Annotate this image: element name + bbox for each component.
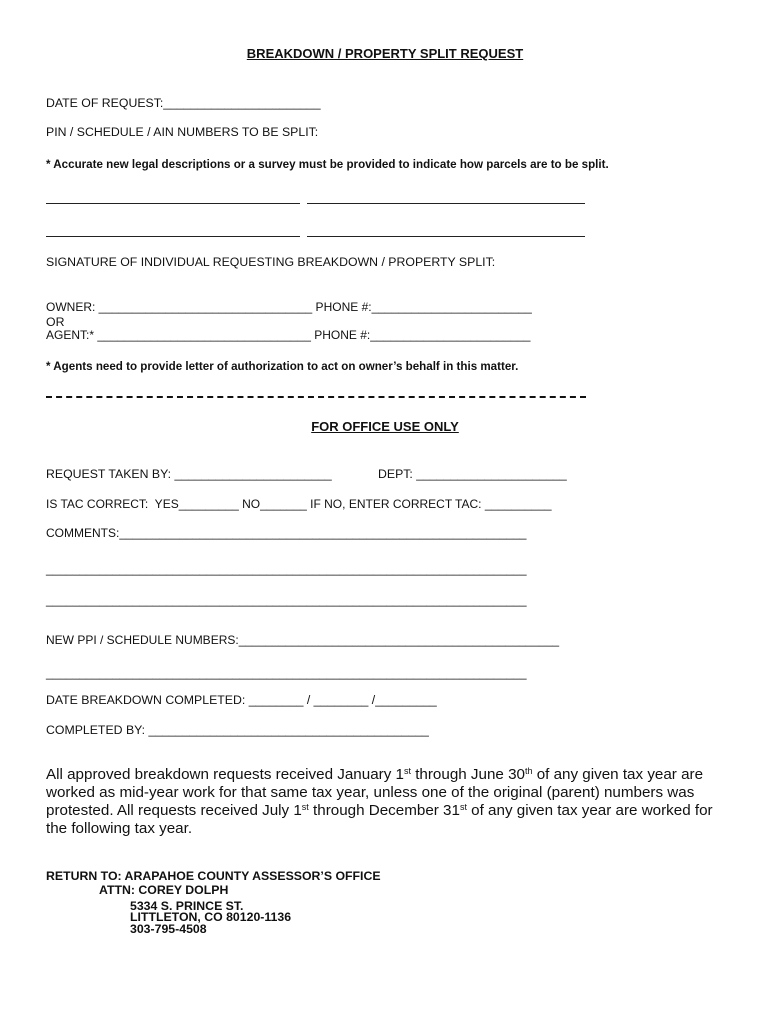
comments-line[interactable]: ________________________________________________________________________ [46,562,527,576]
comments-field[interactable]: COMMENTS:_____________________________________________________________ [46,526,527,540]
request-taken-by-field[interactable]: REQUEST TAKEN BY: _______________________ [46,467,332,481]
page-title: BREAKDOWN / PROPERTY SPLIT REQUEST [246,46,524,61]
processing-policy-paragraph: All approved breakdown requests received January 1st through June 30th of any given tax year are worked as mid-year work for that same tax year, unless one of the original (parent) numbers was protested. All requests received July 1st through December 31st of any given tax year are worked for the following tax year. [46,766,713,837]
agent-phone-field[interactable]: AGENT:* ________________________________ PHONE #:________________________ [46,328,531,342]
return-to-city: LITTLETON, CO 80120-1136 [130,910,292,924]
section-divider [46,396,586,398]
dept-field[interactable]: DEPT: ______________________ [378,467,567,481]
tac-correct-field[interactable]: IS TAC CORRECT: YES_________ NO_______ IF NO, ENTER CORRECT TAC: __________ [46,497,552,511]
pin-entry-line[interactable] [46,203,300,204]
pin-entry-line[interactable] [46,236,300,237]
accurate-descriptions-note: * Accurate new legal descriptions or a survey must be provided to indicate how parcels are to be split. [46,158,609,171]
owner-phone-field[interactable]: OWNER: ________________________________ PHONE #:________________________ [46,300,532,314]
office-use-heading: FOR OFFICE USE ONLY [311,419,459,434]
date-of-request-field[interactable]: DATE OF REQUEST:_______________________ [46,96,321,110]
pin-entry-line[interactable] [307,236,585,237]
return-to-street: 5334 S. PRINCE ST. [130,899,244,913]
agents-authorization-note: * Agents need to provide letter of authorization to act on owner’s behalf in this matter. [46,360,519,373]
or-label: OR [46,315,65,329]
new-ppi-field[interactable]: NEW PPI / SCHEDULE NUMBERS:________________________________________________ [46,633,560,647]
new-ppi-line[interactable]: ________________________________________________________________________ [46,666,527,680]
return-to-office: RETURN TO: ARAPAHOE COUNTY ASSESSOR’S OFFICE [46,869,381,883]
pin-entry-line[interactable] [307,203,585,204]
signature-label: SIGNATURE OF INDIVIDUAL REQUESTING BREAKDOWN / PROPERTY SPLIT: [46,255,496,269]
completed-by-field[interactable]: COMPLETED BY: _________________________________________ [46,723,429,737]
comments-line[interactable]: ________________________________________________________________________ [46,593,527,607]
return-to-attn: ATTN: COREY DOLPH [99,883,229,897]
return-to-phone: 303-795-4508 [130,922,207,936]
pin-numbers-label: PIN / SCHEDULE / AIN NUMBERS TO BE SPLIT: [46,125,319,139]
date-completed-field[interactable]: DATE BREAKDOWN COMPLETED: ________ / ________ /_________ [46,693,437,707]
